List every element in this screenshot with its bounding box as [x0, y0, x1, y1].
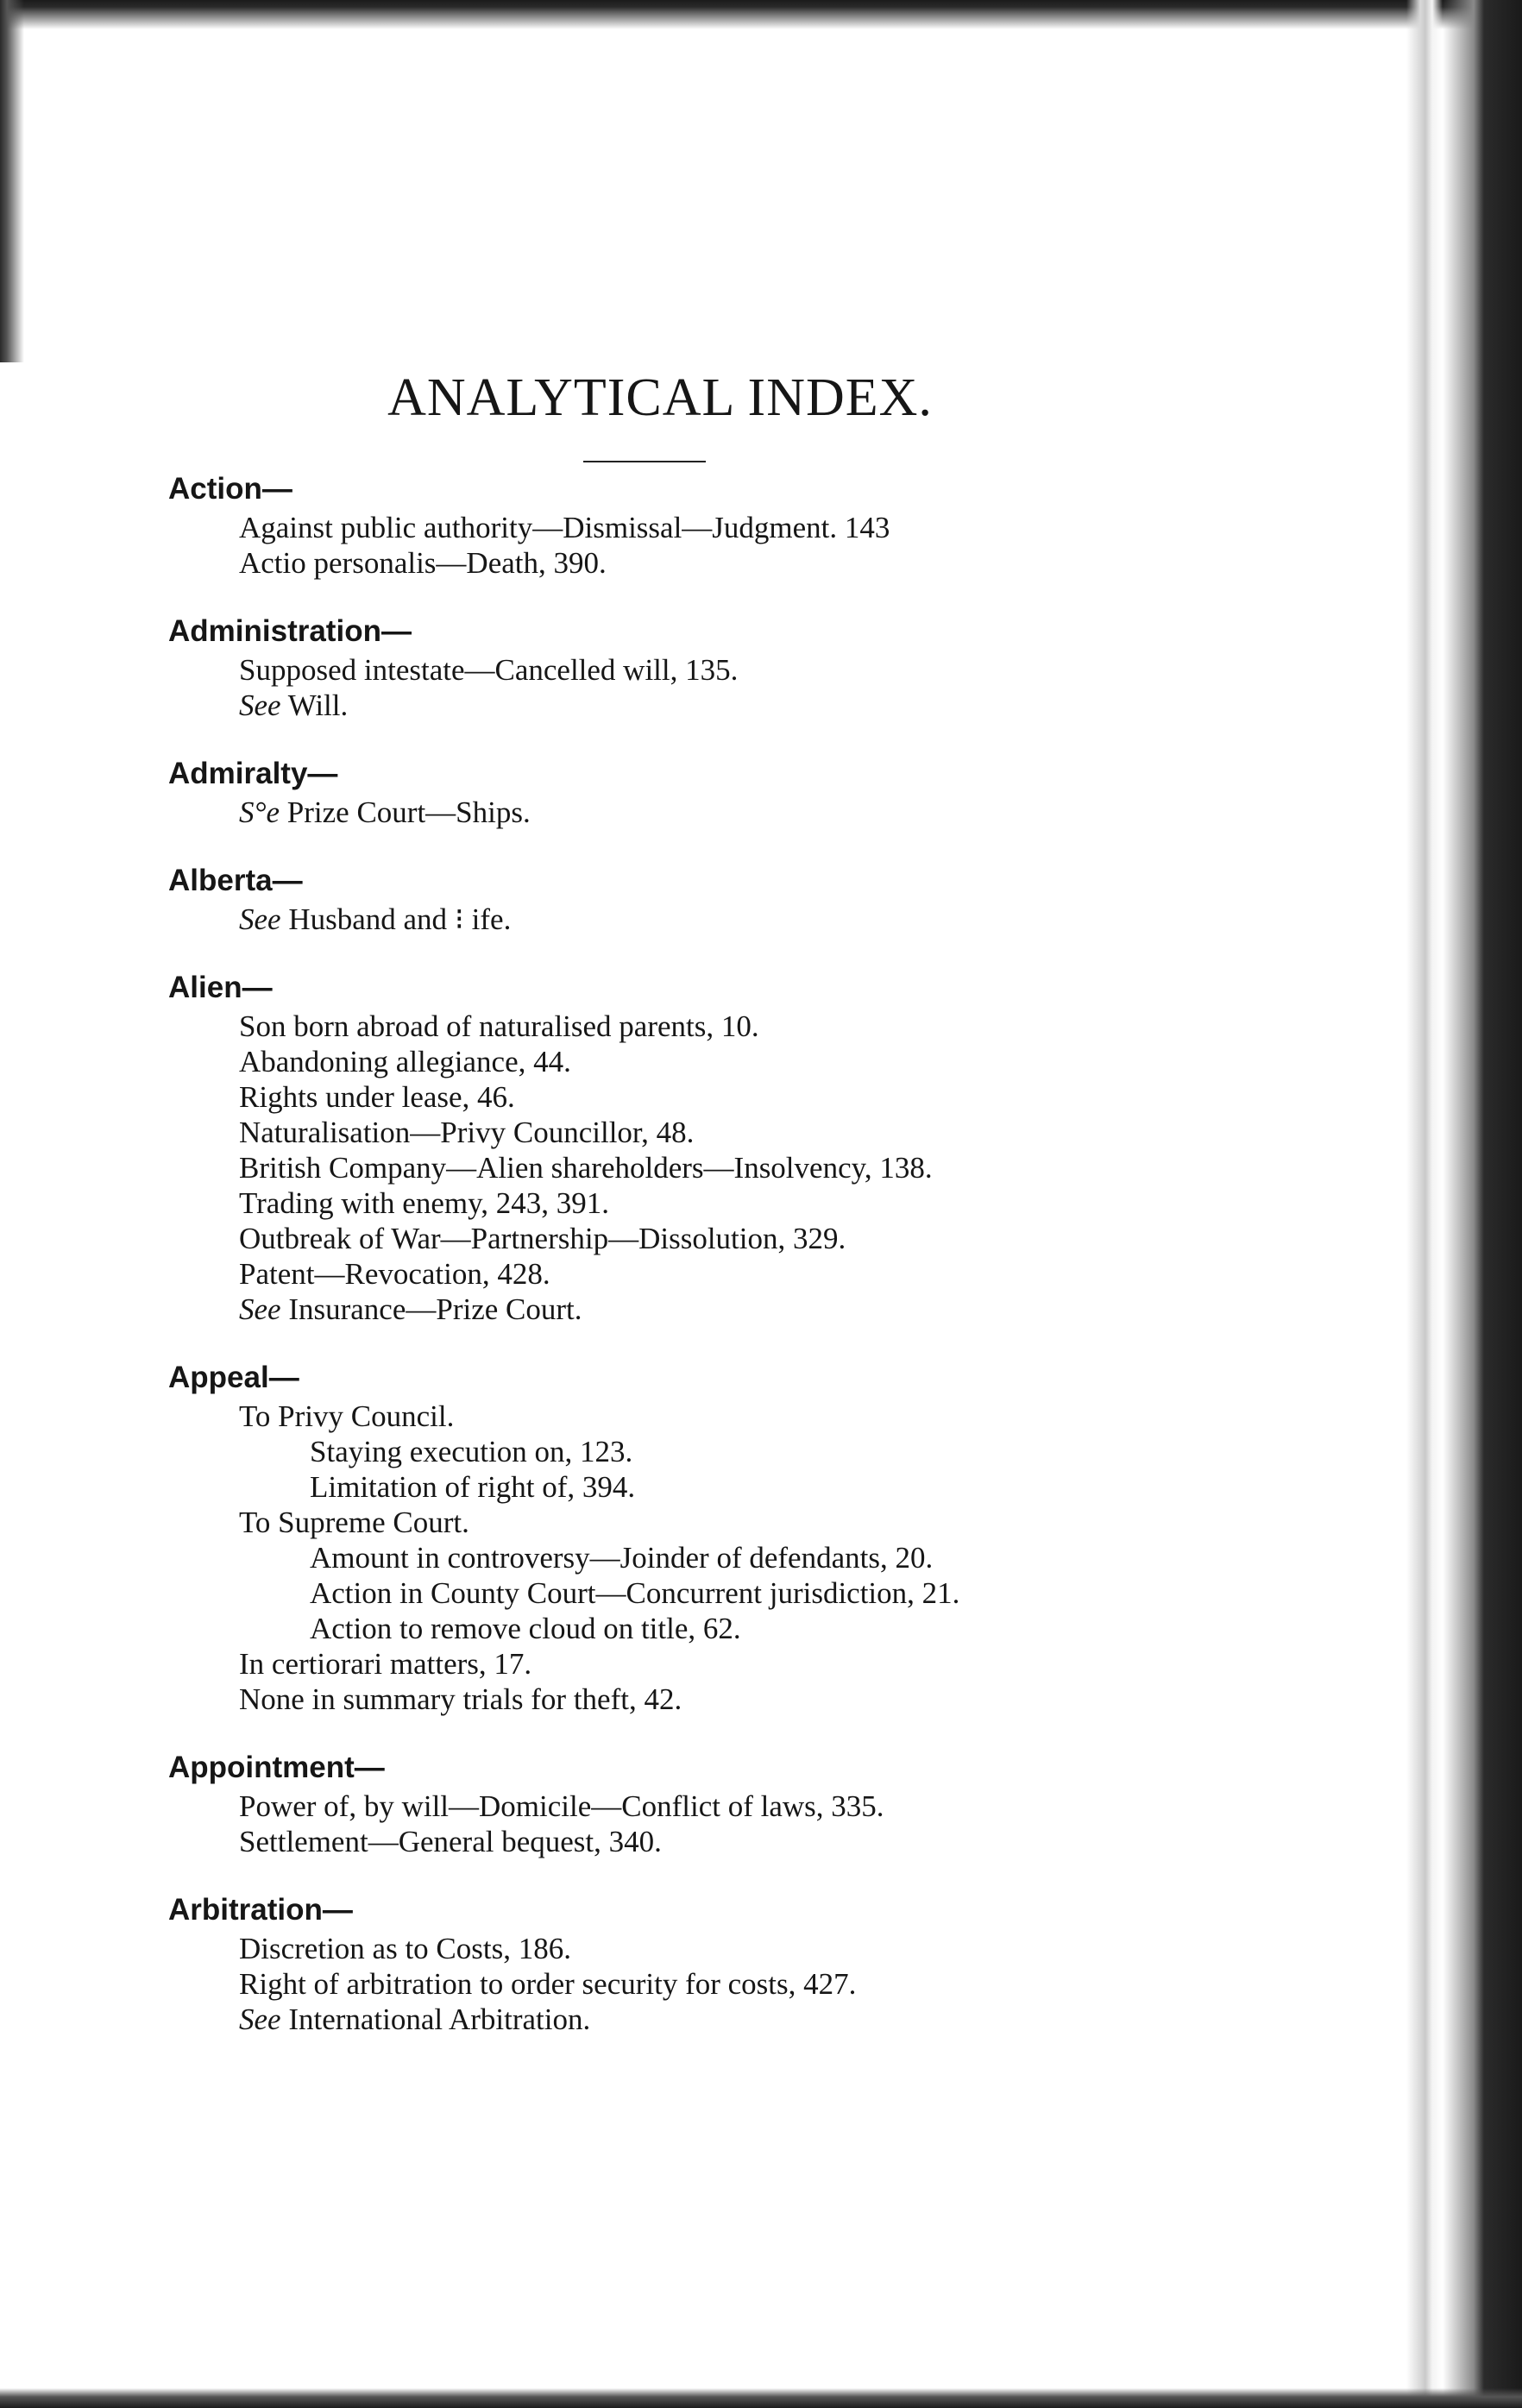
scan-edge-top: [0, 0, 1522, 29]
index-line: [168, 1931, 1324, 1966]
index-line-text: Action to remove cloud on title, 62.: [310, 1612, 741, 1645]
index-line: [168, 2002, 1324, 2037]
index-heading: Action—: [168, 472, 292, 506]
title-rule: [583, 461, 706, 462]
index-entry: [168, 468, 1324, 581]
index-entry: [168, 966, 1324, 1327]
index-heading: Appointment—: [168, 1751, 385, 1784]
index-line: [168, 1044, 1324, 1079]
index-line: [168, 1789, 1324, 1824]
index-line-text: Prize Court—Ships.: [280, 795, 531, 829]
index-line-text: Against public authority—Dismissal—Judgment. 143: [239, 511, 890, 544]
index-line: [168, 1966, 1324, 2002]
page-title: ANALYTICAL INDEX.: [387, 368, 933, 427]
index-line-text: Will.: [280, 688, 349, 722]
scan-edge-left: [0, 0, 26, 362]
index-line-text: Discretion as to Costs, 186.: [239, 1932, 571, 1965]
scan-edge-right: [1380, 0, 1522, 2408]
index-line: [168, 545, 1324, 581]
index-line-text: Patent—Revocation, 428.: [239, 1257, 550, 1291]
see-reference: See: [239, 1292, 281, 1326]
index-line-text: Outbreak of War—Partnership—Dissolution, 329.: [239, 1222, 846, 1255]
index-line-text: International Arbitration.: [280, 2002, 591, 2036]
index-line: [168, 510, 1324, 545]
index-entry: [168, 610, 1324, 723]
index-line: [168, 1221, 1324, 1256]
index-line: [168, 1079, 1324, 1115]
index-line: [168, 1399, 1324, 1434]
scan-edge-bottom: [0, 2388, 1522, 2408]
index-entry: [168, 752, 1324, 830]
see-reference: S°e: [239, 795, 280, 829]
index-line: [168, 1646, 1324, 1682]
index-line: [168, 1682, 1324, 1717]
index-line: [168, 1292, 1324, 1327]
index-line: [168, 1115, 1324, 1150]
index-list: [168, 468, 1324, 2066]
index-entry: [168, 1746, 1324, 1859]
index-line-text: Settlement—General bequest, 340.: [239, 1825, 662, 1858]
index-entry: [168, 859, 1324, 937]
index-line: [168, 652, 1324, 688]
see-reference: See: [239, 2002, 281, 2036]
index-line: [168, 902, 1324, 937]
index-line: [168, 688, 1324, 723]
index-heading: Admiralty—: [168, 757, 338, 790]
index-heading: Arbitration—: [168, 1893, 353, 1927]
index-line-text: Amount in controversy—Joinder of defendants, 20.: [310, 1541, 934, 1575]
index-entry: [168, 1889, 1324, 2037]
index-line: [168, 1824, 1324, 1859]
index-line: [168, 1009, 1324, 1044]
index-line: [168, 1540, 1324, 1575]
index-heading: Alien—: [168, 971, 273, 1004]
index-line-text: Son born abroad of naturalised parents, 10.: [239, 1009, 759, 1043]
index-line-text: In certiorari matters, 17.: [239, 1647, 532, 1681]
index-line-text: Actio personalis—Death, 390.: [239, 546, 607, 580]
index-line-text: Staying execution on, 123.: [310, 1435, 633, 1468]
index-line-text: Abandoning allegiance, 44.: [239, 1045, 571, 1078]
index-line-text: To Supreme Court.: [239, 1506, 469, 1539]
index-line-text: Limitation of right of, 394.: [310, 1470, 636, 1504]
index-line-text: Insurance—Prize Court.: [280, 1292, 582, 1326]
index-heading: Administration—: [168, 614, 412, 648]
see-reference: See: [239, 688, 281, 722]
index-line-text: None in summary trials for theft, 42.: [239, 1682, 682, 1716]
index-heading: Alberta—: [168, 864, 303, 897]
index-line-text: British Company—Alien shareholders—Insolvency, 138.: [239, 1151, 933, 1185]
see-reference: See: [239, 902, 281, 936]
index-line: [168, 1611, 1324, 1646]
index-line-text: Right of arbitration to order security for costs, 427.: [239, 1967, 857, 2001]
index-line: [168, 1434, 1324, 1469]
index-line-text: Power of, by will—Domicile—Conflict of laws, 335.: [239, 1789, 884, 1823]
index-line-text: Trading with enemy, 243, 391.: [239, 1186, 610, 1220]
index-line: [168, 1505, 1324, 1540]
index-line-text: Action in County Court—Concurrent jurisdiction, 21.: [310, 1576, 960, 1610]
index-line: [168, 1185, 1324, 1221]
index-line: [168, 1256, 1324, 1292]
index-line: [168, 1575, 1324, 1611]
index-line-text: Naturalisation—Privy Councillor, 48.: [239, 1116, 695, 1149]
index-line: [168, 1150, 1324, 1185]
index-line: [168, 795, 1324, 830]
index-line-text: Supposed intestate—Cancelled will, 135.: [239, 653, 739, 687]
index-heading: Appeal—: [168, 1361, 299, 1394]
index-line: [168, 1469, 1324, 1505]
index-line-text: To Privy Council.: [239, 1399, 455, 1433]
index-line-text: Husband and ⁝ ife.: [280, 902, 512, 936]
index-line-text: Rights under lease, 46.: [239, 1080, 515, 1114]
index-entry: [168, 1356, 1324, 1717]
